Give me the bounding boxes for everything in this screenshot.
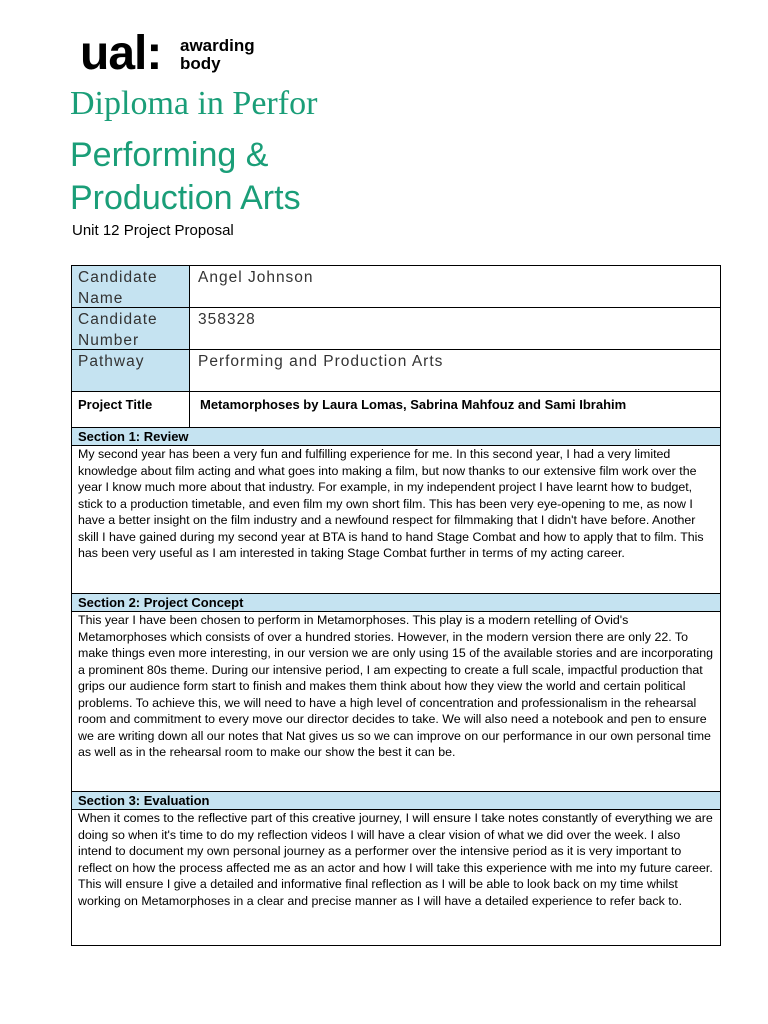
section-2-heading: Section 2: Project Concept [72,594,720,612]
section-1-heading: Section 1: Review [72,428,720,446]
logo-subtext [180,37,255,73]
project-title-value: Metamorphoses by Laura Lomas, Sabrina Mahfouz and Sami Ibrahim [200,397,627,412]
candidate-name-label: Candidate Name [72,266,190,307]
project-title-label: Project Title [72,392,190,427]
section-1-body: My second year has been a very fun and fulfilling experience for me. In this second year, I had a very limited knowledge about film acting and what goes into making a film, but now thanks to our extensive film work over the year I know much more about that industry. For example, in my independent project I have learnt how to budget, stick to a production timetable, and even film my own short film. This has been very eye-opening to me, as now I have a better insight on the film industry and a newfound respect for filmmaking that I didn't have before. Another skill I have gained during my second year at BTA is hand to hand Stage Combat and how to apply that to film. This has been very useful as I am interested in taking Stage Combat further in terms of my acting career. [72,446,720,594]
page-title [70,134,301,220]
candidate-name-value: Angel Johnson [198,269,314,286]
title-line-2: Production Arts [70,179,301,217]
section-3-body: When it comes to the reflective part of this creative journey, I will ensure I take notes constantly of everything we are doing so when it's time to do my reflection videos I will have a clear vision of what we did over the week. I also intend to document my own personal journey as a performer over the intensive period as it is very important to reflect on how the process affected me as an actor and how I will take this experience with me into my future career. This will ensure I give a detailed and informative final reflection as I will be able to look back on my time whilst working on Metamorphoses in a clear and precise manner as I will have a detailed experience to refer back to. [78,811,713,908]
candidate-name-row [72,266,720,308]
candidate-number-label: Candidate Number [72,308,190,349]
logo-wordmark: ual: [80,27,162,80]
diploma-heading: Diploma in Perfor [70,85,318,122]
logo-line2: body [180,54,221,73]
title-line-1: Performing & [70,136,269,174]
section-2-body: This year I have been chosen to perform in Metamorphoses. This play is a modern retelling of Ovid's Metamorphoses which consists of over a hundred stories. However, in the modern version there are only 22. To make things even more interesting, in our version we are only using 15 of the available stories and are incorporating a prominent 80s theme. During our intensive period, I am expecting to create a full scale, impactful production that grips our audience form start to finish and makes them think about how they view the world and certain political problems. To achieve this, we will need to have a high level of concentration and professionalism in the rehearsal room and commitment to every move our director decides to take. We will also need a notebook and pen to ensure we are writing down all our notes that Nat gives us so we can improve on our performance in our own personal time as well as in the rehearsal room to make our show the best it can be. [72,612,720,792]
section-3-heading: Section 3: Evaluation [72,792,720,810]
pathway-row [72,350,720,392]
pathway-value: Performing and Production Arts [198,353,444,370]
candidate-number-row [72,308,720,350]
candidate-number-value: 358328 [198,311,256,328]
pathway-label: Pathway [72,350,190,391]
page-subtitle: Unit 12 Project Proposal [72,222,234,239]
proposal-form [71,265,721,946]
project-title-row [72,392,720,428]
logo-line1: awarding [180,36,255,55]
